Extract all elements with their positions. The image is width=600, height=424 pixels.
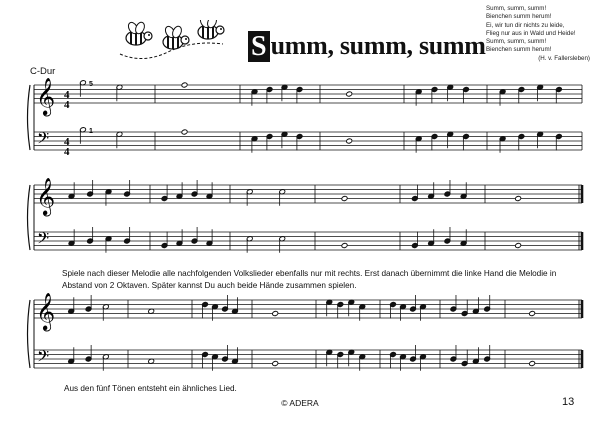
title-rest: umm, summ, summ bbox=[270, 31, 486, 60]
note-head bbox=[529, 311, 536, 317]
time-signature-top: 4 bbox=[64, 136, 70, 148]
note-head bbox=[181, 129, 188, 135]
poem-line: Summ, summ, summ! bbox=[486, 38, 547, 46]
instruction-text: Spiele nach dieser Melodie alle nachfolgenden Volkslieder ebenfalls nur mit rechts. Erst danach übernimmt die linke Hand die Melodie in Abstand von 2 Oktaven. Später kannst Du auch beide Hände zusammen spielen. bbox=[62, 269, 557, 290]
note-head bbox=[529, 361, 536, 367]
poem-line: Bienchen summ herum! bbox=[486, 46, 552, 54]
note-head bbox=[346, 91, 353, 97]
brace bbox=[28, 300, 31, 368]
brace bbox=[28, 85, 31, 150]
treble-clef-icon: 𝄞 bbox=[36, 77, 56, 115]
time-signature-top: 4 bbox=[64, 89, 70, 101]
note-head bbox=[515, 196, 522, 202]
time-signature-bottom: 4 bbox=[64, 146, 70, 158]
time-signature-bottom: 4 bbox=[64, 99, 70, 111]
note-head bbox=[272, 361, 279, 367]
note-head bbox=[341, 196, 348, 202]
page-number: 13 bbox=[562, 396, 575, 408]
title-initial: S bbox=[248, 31, 270, 62]
footnote-text: Aus den fünf Tönen entsteht ein ähnliches Lied. bbox=[64, 384, 237, 393]
poem-line: Summ, summ, summ! bbox=[486, 5, 547, 12]
copyright-text: © ADERA bbox=[281, 398, 319, 408]
note-head bbox=[346, 138, 353, 144]
bass-clef-icon: 𝄢 bbox=[37, 129, 50, 152]
fingering-number: 5 bbox=[89, 81, 93, 88]
key-label: C-Dur bbox=[30, 66, 56, 77]
note-head bbox=[515, 243, 522, 249]
note-head bbox=[272, 311, 279, 317]
bass-clef-icon: 𝄢 bbox=[37, 229, 50, 252]
brace bbox=[28, 185, 31, 250]
poem-line: Flieg nur aus in Wald und Heide! bbox=[486, 29, 576, 37]
poem-line: Ei, wir tun dir nichts zu leide, bbox=[486, 21, 565, 29]
note-head bbox=[181, 82, 188, 88]
fingering-number: 1 bbox=[89, 128, 93, 135]
treble-clef-icon: 𝄞 bbox=[36, 177, 56, 215]
treble-clef-icon: 𝄞 bbox=[36, 292, 56, 330]
bass-clef-icon: 𝄢 bbox=[37, 347, 50, 370]
note-head bbox=[341, 243, 348, 249]
poem-line: Bienchen summ herum! bbox=[486, 13, 552, 21]
poem-author: (H. v. Fallersleben) bbox=[538, 54, 590, 62]
